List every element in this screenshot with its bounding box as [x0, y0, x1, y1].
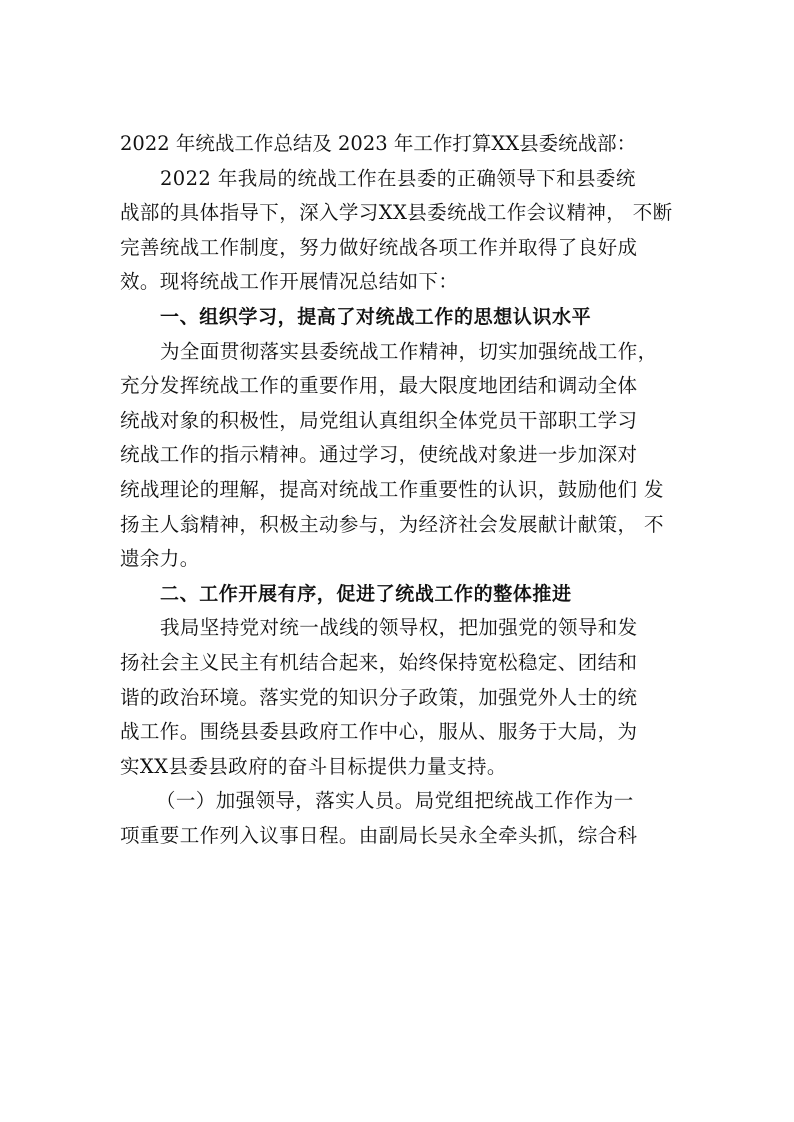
paragraph-line: 战部的具体指导下，深入学习XX县委统战工作会议精神， 不断 — [120, 201, 673, 225]
paragraph-line: 统战理论的理解，提高对统战工作重要性的认识，鼓励他们 发 — [120, 477, 664, 501]
paragraph-line: 扬社会主义民主有机结合起来，始终保持宽松稳定、团结和 — [120, 650, 638, 674]
paragraph-line: 实XX县委县政府的奋斗目标提供力量支持。 — [120, 754, 507, 778]
paragraph-line: 我局坚持党对统一战线的领导权，把加强党的领导和发 — [160, 616, 638, 640]
paragraph-line: 为全面贯彻落实县委统战工作精神，切实加强统战工作， — [160, 339, 658, 363]
paragraph-line: 扬主人翁精神，积极主动参与，为经济社会发展献计献策， 不 — [120, 512, 664, 536]
paragraph-line: 效。现将统战工作开展情况总结如下： — [120, 270, 459, 294]
paragraph-line: 谐的政治环境。落实党的知识分子政策，加强党外人士的统 — [120, 685, 638, 709]
document-body — [120, 127, 680, 853]
paragraph-line: 2022 年我局的统战工作在县委的正确领导下和县委统 — [160, 166, 636, 190]
paragraph-line: 项重要工作列入议事日程。由副局长吴永全牵头抓，综合科 — [120, 823, 638, 847]
paragraph-line: 统战对象的积极性，局党组认真组织全体党员干部职工学习 — [120, 408, 638, 432]
paragraph-line: 完善统战工作制度，努力做好统战各项工作并取得了良好成 — [120, 235, 638, 259]
document-title: 2022 年统战工作总结及 2023 年工作打算XX县委统战部： — [120, 132, 637, 155]
section-heading-2: 二、工作开展有序，促进了统战工作的整体推进 — [160, 582, 572, 605]
paragraph-line: 战工作。围绕县委县政府工作中心，服从、服务于大局，为 — [120, 720, 638, 744]
subsection-line: （一）加强领导，落实人员。局党组把统战工作作为一 — [156, 789, 634, 813]
paragraph-line: 充分发挥统战工作的重要作用，最大限度地团结和调动全体 — [120, 374, 638, 398]
paragraph-line: 遗余力。 — [120, 547, 200, 571]
paragraph-line: 统战工作的指示精神。通过学习，使统战对象进一步加深对 — [120, 443, 638, 467]
section-heading-1: 一、组织学习，提高了对统战工作的思想认识水平 — [160, 305, 592, 328]
